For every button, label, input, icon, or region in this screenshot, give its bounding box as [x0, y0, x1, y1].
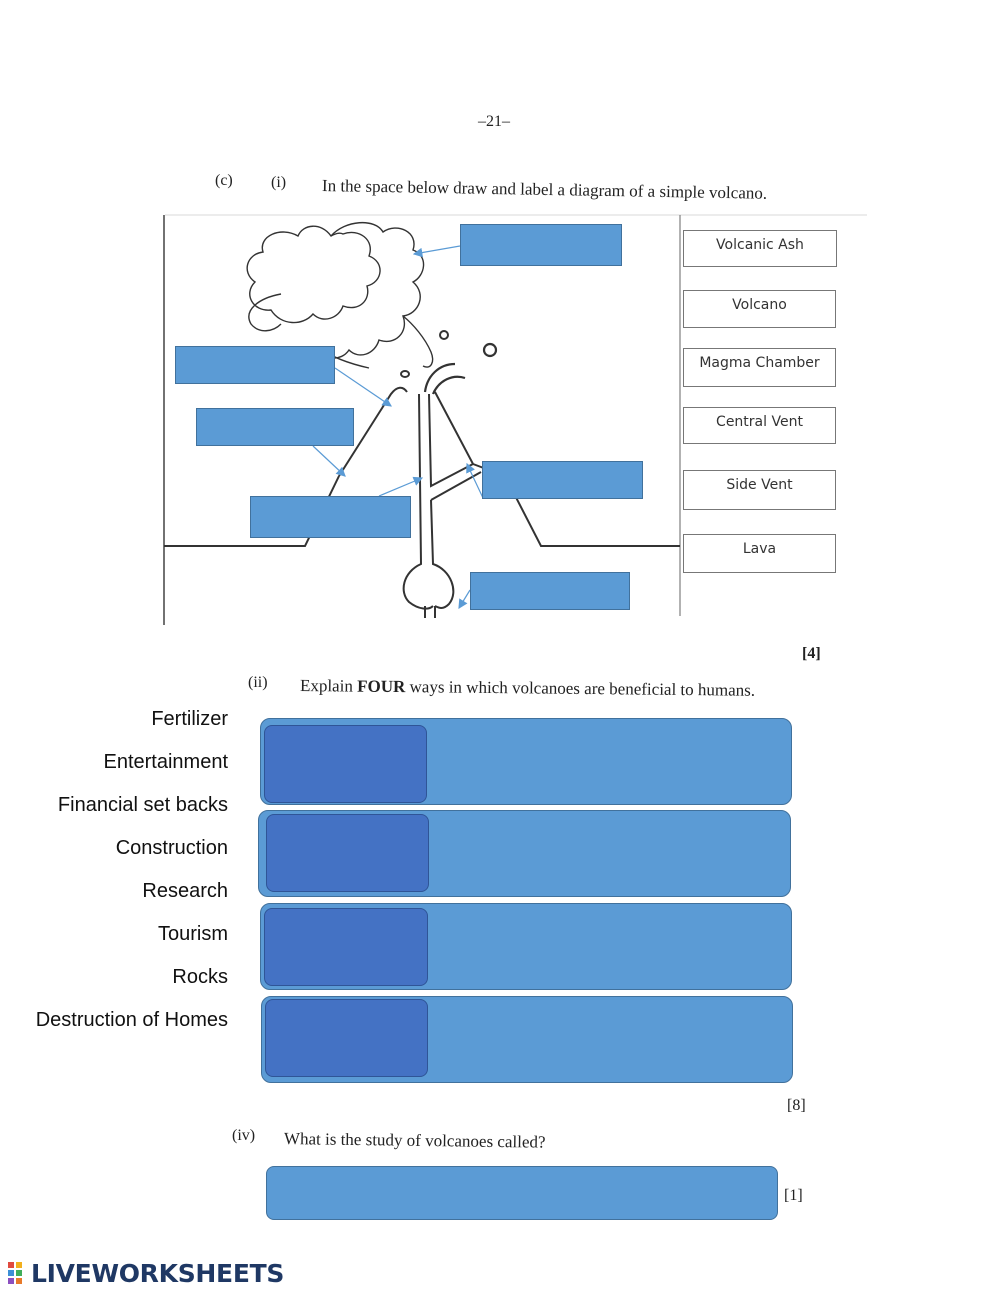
option-rocks[interactable]: Rocks [172, 966, 228, 988]
answer-drop-2[interactable] [266, 814, 429, 892]
ash-puff [484, 344, 496, 356]
arrow-magma-chamber [459, 590, 470, 608]
option-construction[interactable]: Construction [115, 837, 228, 859]
answer-drop-1[interactable] [264, 725, 427, 803]
option-research[interactable]: Research [142, 880, 228, 902]
ash-puff [440, 331, 448, 339]
question-sub-label-iv: (iv) [232, 1127, 256, 1144]
question-text-ii-start: Explain [299, 676, 358, 696]
label-tile-volcano[interactable]: Volcano [683, 290, 836, 328]
option-tourism[interactable]: Tourism [157, 923, 228, 945]
question-text-ii-end: ways in which volcanoes are beneficial to humans. [405, 677, 756, 700]
ash-puff [401, 371, 409, 377]
page-number: –21– [478, 113, 510, 130]
label-tile-lava[interactable]: Lava [683, 534, 836, 573]
central-vent-right-wall [429, 394, 473, 608]
arrow-side-vent [467, 464, 483, 498]
arrow-lava [335, 368, 391, 406]
liveworksheets-logo [8, 1258, 284, 1288]
drop-box-bottom[interactable] [470, 572, 630, 610]
label-tile-side-vent[interactable]: Side Vent [683, 470, 836, 510]
side-vent-lower-wall [431, 472, 481, 500]
drop-box-upper-left[interactable] [175, 346, 335, 384]
drop-box-middle-left[interactable] [196, 408, 354, 446]
question-sub-label-i: (i) [271, 174, 287, 191]
liveworksheets-logo-icon [8, 1262, 30, 1284]
option-financial-set-backs[interactable]: Financial set backs [57, 794, 228, 816]
label-tile-magma-chamber[interactable]: Magma Chamber [683, 348, 836, 387]
question-text-ii [300, 676, 755, 701]
marks-part-iv: [1] [784, 1187, 803, 1204]
question-part-label: (c) [215, 172, 233, 189]
drop-box-top[interactable] [460, 224, 622, 266]
question-text-iv: What is the study of volcanoes called? [283, 1129, 546, 1152]
marks-part-i: [4] [802, 645, 821, 662]
arrow-central-vent [379, 478, 422, 496]
drop-box-lower-left[interactable] [250, 496, 411, 538]
lava-splash [425, 364, 465, 394]
answer-drop-4[interactable] [265, 999, 428, 1077]
question-sub-label-ii: (ii) [248, 674, 268, 691]
answer-input-iv[interactable] [266, 1166, 778, 1220]
label-tile-central-vent[interactable]: Central Vent [683, 407, 836, 444]
question-text-ii-bold: FOUR [357, 676, 406, 697]
option-fertilizer[interactable]: Fertilizer [151, 708, 228, 730]
label-tile-volcanic-ash[interactable]: Volcanic Ash [683, 230, 837, 267]
logo-text: LIVEWORKSHEETS [31, 1258, 285, 1288]
marks-part-ii: [8] [787, 1097, 806, 1114]
drop-box-right[interactable] [482, 461, 643, 499]
option-entertainment[interactable]: Entertainment [103, 751, 228, 773]
option-destruction-of-homes[interactable]: Destruction of Homes [35, 1009, 228, 1031]
arrow-volcanic-ash [414, 246, 460, 254]
question-text-i: In the space below draw and label a diagram of a simple volcano. [321, 176, 768, 203]
arrow-volcano [313, 446, 345, 476]
answer-drop-3[interactable] [264, 908, 428, 986]
